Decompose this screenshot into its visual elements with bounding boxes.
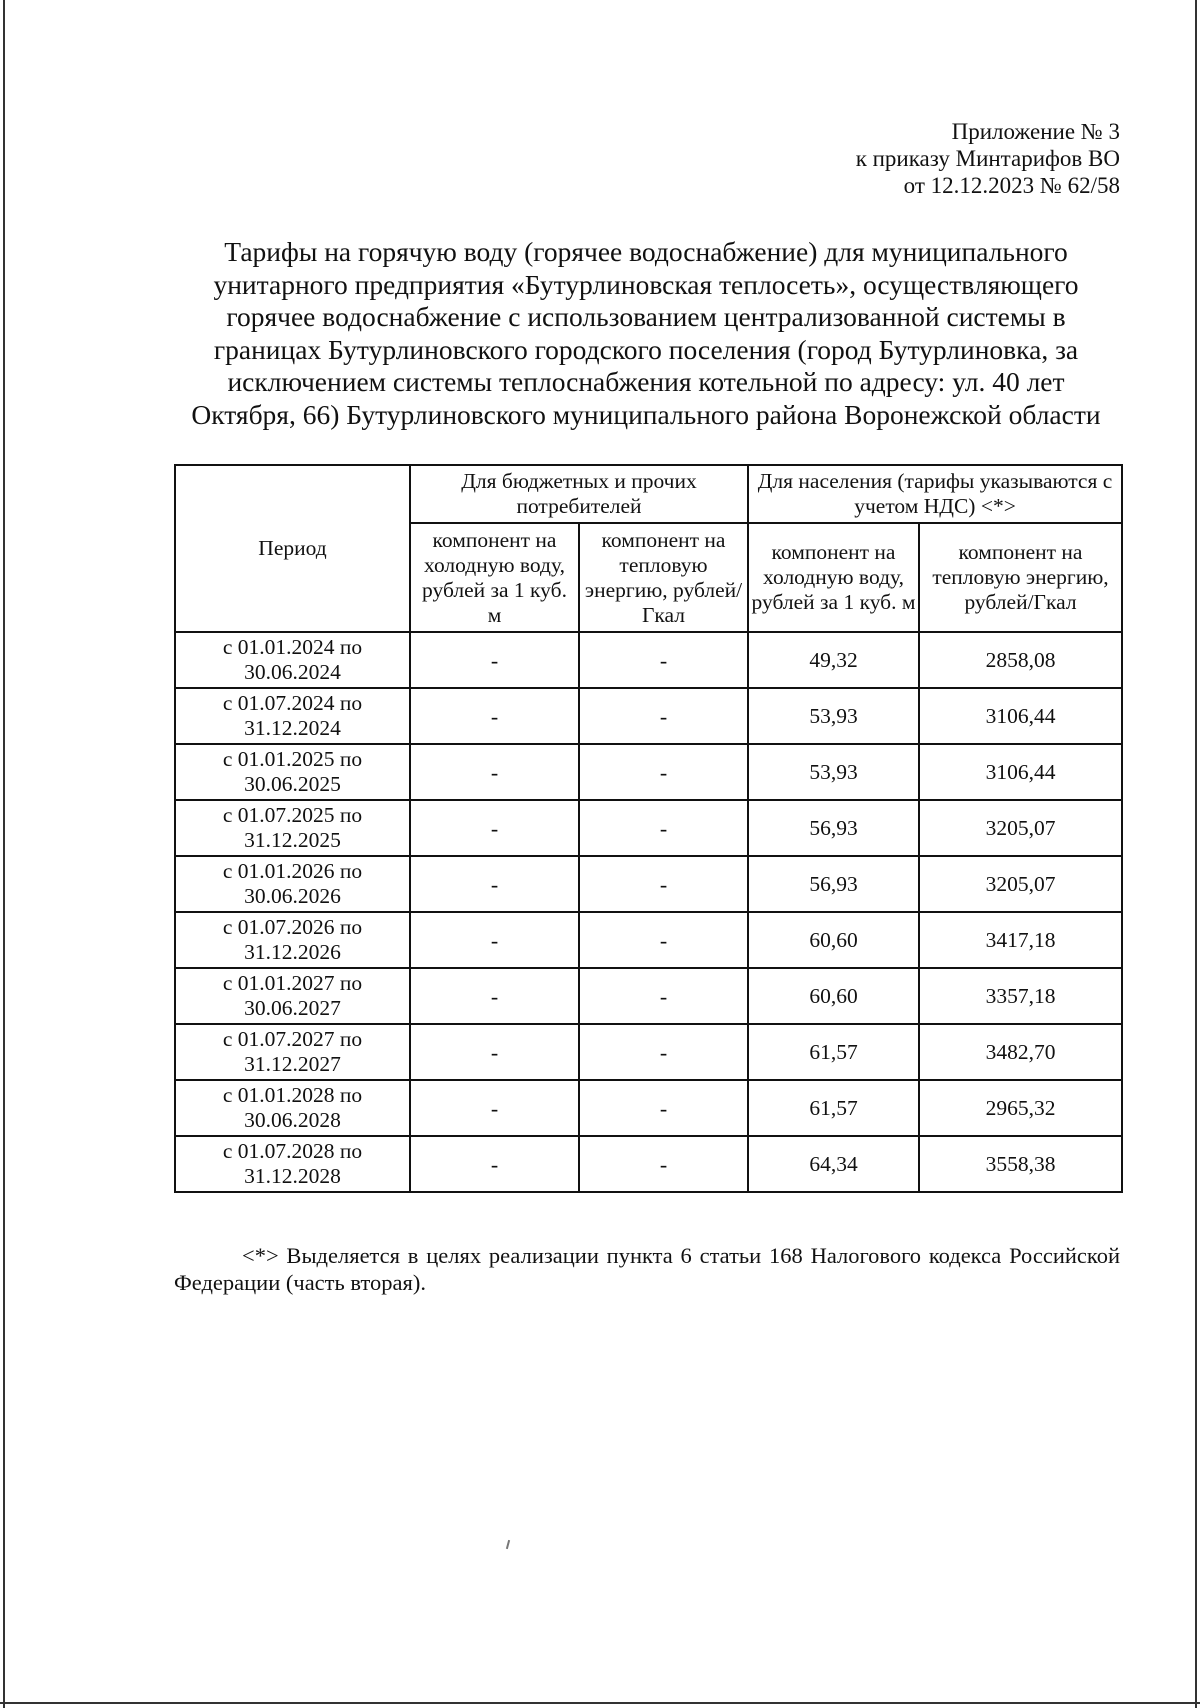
title-line: горячее водоснабжение с использованием централизованной системы в [226,301,1066,332]
document-title [170,236,1122,431]
cell-budget-cold: - [410,800,579,856]
cell-budget-heat: - [579,912,748,968]
cell-period: с 01.01.2026 по 30.06.2026 [175,856,410,912]
cell-period: с 01.01.2027 по 30.06.2027 [175,968,410,1024]
cell-budget-heat: - [579,856,748,912]
title-line: исключением системы теплоснабжения котельной по адресу: ул. 40 лет [227,366,1065,397]
annex-number: Приложение № 3 [951,119,1120,144]
cell-period: с 01.07.2027 по 31.12.2027 [175,1024,410,1080]
vat-footnote: <*> Выделяется в целях реализации пункта 6 статьи 168 Налогового кодекса Российской Федерации (часть вторая). [174,1243,1120,1295]
cell-population-heat: 3205,07 [919,856,1122,912]
table-row [175,1136,1122,1192]
title-line: границах Бутурлиновского городского поселения (город Бутурлиновка, за [213,333,1079,365]
cell-population-heat: 2858,08 [919,632,1122,688]
scan-edge-left [3,0,5,1708]
cell-budget-cold: - [410,968,579,1024]
cell-budget-heat: - [579,744,748,800]
table-row [175,800,1122,856]
table-row [175,968,1122,1024]
cell-period: с 01.07.2028 по 31.12.2028 [175,1136,410,1192]
cell-budget-heat: - [579,1136,748,1192]
cell-period: с 01.07.2026 по 31.12.2026 [175,912,410,968]
header-budget-heat-energy: компонент на тепловую энергию, рублей/Гкал [579,523,748,632]
scan-edge-right [1195,0,1197,1708]
cell-population-heat: 3205,07 [919,800,1122,856]
cell-population-cold: 61,57 [748,1080,919,1136]
header-group-population: Для населения (тарифы указываются с учетом НДС) <*> [748,465,1122,523]
cell-budget-cold: - [410,912,579,968]
cell-period: с 01.07.2025 по 31.12.2025 [175,800,410,856]
cell-budget-cold: - [410,688,579,744]
cell-budget-cold: - [410,1136,579,1192]
header-population-cold-water: компонент на холодную воду, рублей за 1 куб. м [748,523,919,632]
table-row [175,744,1122,800]
header-budget-cold-water: компонент на холодную воду, рублей за 1 куб. м [410,523,579,632]
cell-population-cold: 53,93 [748,744,919,800]
cell-budget-heat: - [579,1080,748,1136]
table-row [175,688,1122,744]
cell-population-heat: 2965,32 [919,1080,1122,1136]
table-row [175,1024,1122,1080]
cell-population-cold: 60,60 [748,912,919,968]
annex-order-date: от 12.12.2023 № 62/58 [903,173,1120,198]
cell-budget-cold: - [410,1080,579,1136]
cell-budget-cold: - [410,632,579,688]
cell-budget-cold: - [410,856,579,912]
table-row [175,1080,1122,1136]
scan-speck [506,1540,510,1549]
cell-population-cold: 56,93 [748,856,919,912]
cell-population-heat: 3106,44 [919,744,1122,800]
annex-order-ref: к приказу Минтарифов ВО [855,146,1120,171]
header-group-budget: Для бюджетных и прочих потребителей [410,465,748,523]
tariffs-table [174,464,1123,1193]
table-row [175,856,1122,912]
cell-period: с 01.07.2024 по 31.12.2024 [175,688,410,744]
title-line: унитарного предприятия «Бутурлиновская теплосеть», осуществляющего [213,268,1079,300]
cell-budget-heat: - [579,800,748,856]
cell-population-heat: 3357,18 [919,968,1122,1024]
cell-budget-cold: - [410,744,579,800]
header-population-heat-energy: компонент на тепловую энергию, рублей/Гкал [919,523,1122,632]
table-row [175,912,1122,968]
cell-population-heat: 3558,38 [919,1136,1122,1192]
cell-population-cold: 64,34 [748,1136,919,1192]
annex-header [856,118,1120,199]
header-period: Период [175,465,410,632]
title-line: Октября, 66) Бутурлиновского муниципального района Воронежской области [191,398,1101,430]
cell-budget-heat: - [579,688,748,744]
title-line: Тарифы на горячую воду (горячее водоснабжение) для муниципального [224,236,1068,267]
cell-budget-heat: - [579,632,748,688]
cell-population-heat: 3106,44 [919,688,1122,744]
cell-period: с 01.01.2025 по 30.06.2025 [175,744,410,800]
cell-population-cold: 49,32 [748,632,919,688]
table-row [175,632,1122,688]
cell-budget-heat: - [579,968,748,1024]
cell-population-cold: 56,93 [748,800,919,856]
cell-budget-heat: - [579,1024,748,1080]
cell-population-cold: 60,60 [748,968,919,1024]
cell-population-cold: 53,93 [748,688,919,744]
cell-period: с 01.01.2028 по 30.06.2028 [175,1080,410,1136]
cell-period: с 01.01.2024 по 30.06.2024 [175,632,410,688]
cell-population-cold: 61,57 [748,1024,919,1080]
cell-population-heat: 3417,18 [919,912,1122,968]
cell-population-heat: 3482,70 [919,1024,1122,1080]
scan-edge-bottom [0,1702,1200,1704]
cell-budget-cold: - [410,1024,579,1080]
